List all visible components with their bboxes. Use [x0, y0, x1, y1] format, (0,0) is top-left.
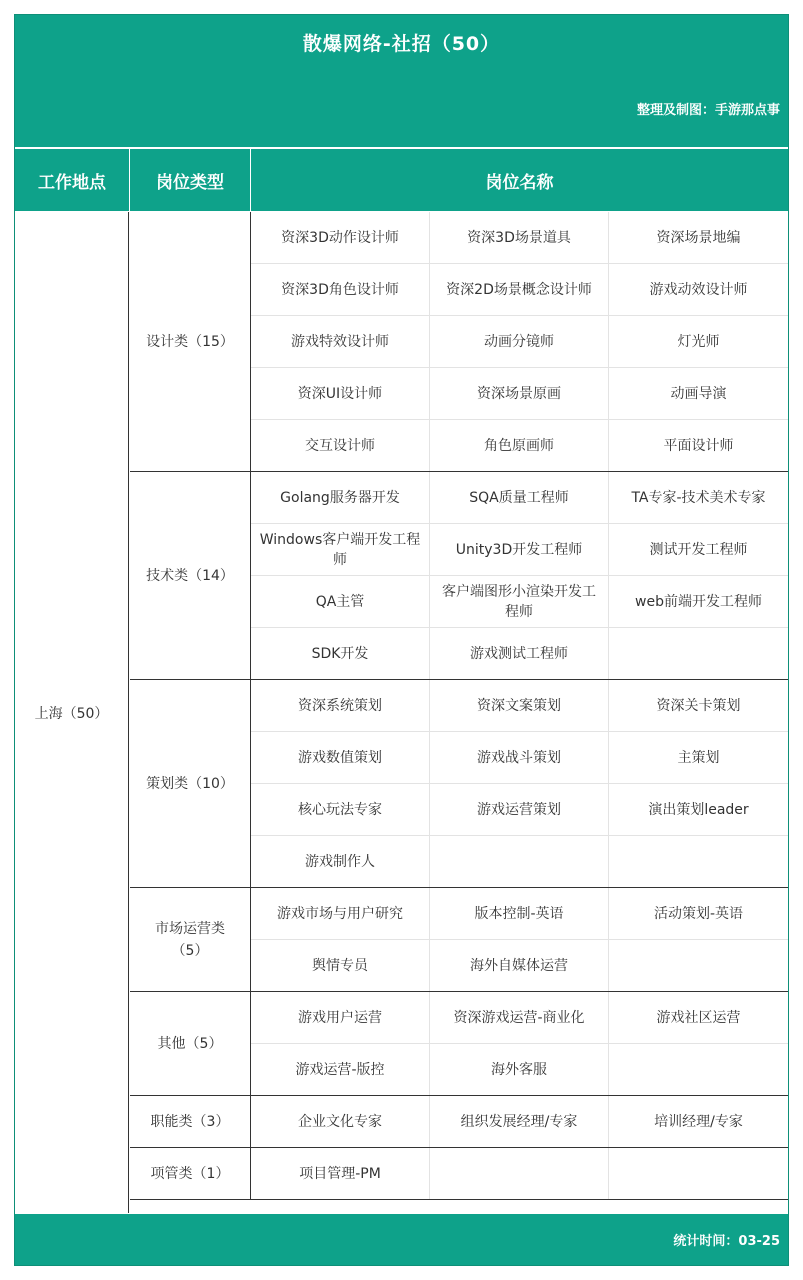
position-cell: SDK开发 [251, 628, 430, 679]
position-cell: SQA质量工程师 [430, 472, 609, 523]
position-cell: 资深场景地编 [656, 229, 741, 246]
position-cell: 游戏运营策划 [430, 784, 609, 835]
position-cell: 资深场景原画 [430, 368, 609, 419]
position-cell: 资深关卡策划 [656, 697, 741, 714]
position-cell: 游戏制作人 [251, 836, 430, 887]
table-row [251, 420, 788, 472]
page-title: 散爆网络-社招（50） [302, 33, 501, 55]
position-cell: Windows客户端开发工程师 [251, 524, 430, 575]
header-banner [15, 15, 788, 147]
position-cell: 资深系统策划 [251, 680, 430, 731]
position-cell: 主策划 [677, 749, 720, 766]
position-cell [609, 1044, 788, 1095]
table-row [251, 576, 788, 628]
table-row [251, 732, 788, 784]
category-cell: 项管类（1） [130, 1148, 251, 1200]
category-cell: 技术类（14） [130, 472, 251, 680]
position-cell: 项目管理-PM [251, 1148, 430, 1199]
category-cell: 职能类（3） [130, 1096, 251, 1148]
position-cell [609, 1148, 788, 1199]
position-cell: 游戏用户运营 [251, 992, 430, 1043]
position-cell: 海外客服 [430, 1044, 609, 1095]
position-cell: 资深游戏运营-商业化 [430, 992, 609, 1043]
table-row [251, 888, 788, 940]
category-cell: 其他（5） [130, 992, 251, 1096]
position-cell: 游戏战斗策划 [430, 732, 609, 783]
position-cell: 游戏社区运营 [656, 1009, 741, 1026]
position-cell: 企业文化专家 [251, 1096, 430, 1147]
table-row [251, 628, 788, 680]
table-row [251, 992, 788, 1044]
table-row [251, 316, 788, 368]
position-cell: 资深2D场景概念设计师 [430, 264, 609, 315]
position-cell: 核心玩法专家 [251, 784, 430, 835]
position-cell: 活动策划-英语 [653, 905, 744, 922]
position-cell: web前端开发工程师 [635, 593, 762, 610]
position-cell: 测试开发工程师 [649, 541, 748, 558]
position-cell: 交互设计师 [251, 420, 430, 471]
position-cell: 游戏数值策划 [251, 732, 430, 783]
table-row [251, 1148, 788, 1200]
position-cell [609, 628, 788, 679]
category-cell: 策划类（10） [130, 680, 251, 888]
table-row [251, 680, 788, 732]
column-header-position: 岗位名称 [251, 149, 788, 211]
position-cell: 游戏测试工程师 [430, 628, 609, 679]
credit-line: 整理及制图：手游那点事 [636, 103, 780, 118]
position-cell: 游戏市场与用户研究 [251, 888, 430, 939]
position-cell: 版本控制-英语 [430, 888, 609, 939]
table-row [251, 472, 788, 524]
table-row [251, 1096, 788, 1148]
position-cell [609, 940, 788, 991]
table-row [251, 368, 788, 420]
position-cell: 资深3D角色设计师 [251, 264, 430, 315]
column-divider [250, 149, 251, 211]
table-row [251, 1044, 788, 1096]
position-cell: 海外自媒体运营 [430, 940, 609, 991]
stat-time: 统计时间：03-25 [673, 1234, 780, 1249]
position-cell: 培训经理/专家 [654, 1113, 743, 1130]
position-cell: 资深文案策划 [430, 680, 609, 731]
table-row [251, 940, 788, 992]
position-cell: 舆情专员 [251, 940, 430, 991]
table-row [251, 264, 788, 316]
position-cell: 客户端图形小渲染开发工程师 [430, 576, 609, 627]
column-divider [129, 149, 130, 211]
position-cell [609, 836, 788, 887]
table-body [15, 212, 788, 1213]
position-cell: 游戏动效设计师 [649, 281, 748, 298]
position-cell: 资深3D动作设计师 [251, 212, 430, 263]
job-table-sheet [14, 14, 789, 1266]
table-row [251, 524, 788, 576]
position-cell: Unity3D开发工程师 [430, 524, 609, 575]
position-cell: 资深UI设计师 [251, 368, 430, 419]
position-cell: 游戏运营-版控 [251, 1044, 430, 1095]
category-cell: 市场运营类（5） [130, 888, 251, 992]
position-cell [430, 836, 609, 887]
position-cell: 灯光师 [677, 333, 720, 350]
column-header-category: 岗位类型 [130, 149, 250, 211]
position-cell: 动画导演 [670, 385, 727, 402]
table-row [251, 836, 788, 888]
footer-banner [15, 1214, 788, 1265]
position-cell: TA专家-技术美术专家 [631, 489, 766, 506]
category-cell: 设计类（15） [130, 212, 251, 472]
position-cell: Golang服务器开发 [251, 472, 430, 523]
position-cell: 平面设计师 [663, 437, 734, 454]
position-cell: QA主管 [251, 576, 430, 627]
position-cell: 组织发展经理/专家 [430, 1096, 609, 1147]
location-cell: 上海（50） [15, 212, 129, 1213]
position-cell: 游戏特效设计师 [251, 316, 430, 367]
table-row [251, 212, 788, 264]
column-header-location: 工作地点 [15, 149, 129, 211]
position-cell [430, 1148, 609, 1199]
position-cell: 动画分镜师 [430, 316, 609, 367]
position-cell: 资深3D场景道具 [430, 212, 609, 263]
table-row [251, 784, 788, 836]
position-cell: 演出策划leader [648, 801, 749, 818]
position-cell: 角色原画师 [430, 420, 609, 471]
